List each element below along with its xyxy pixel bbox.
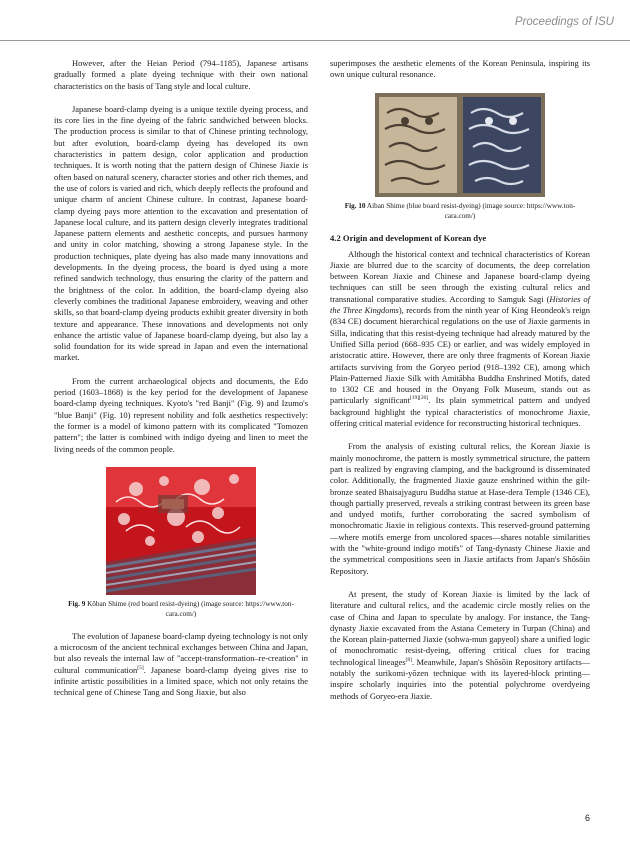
- page-number: 6: [584, 813, 590, 823]
- blue-tiger-board-dyeing-photo-icon: [375, 93, 545, 197]
- fig10-caption: [338, 201, 582, 221]
- header-rule: [0, 40, 630, 41]
- fig9-image: [106, 467, 256, 595]
- journal-title: Proceedings of ISU: [514, 16, 614, 28]
- figure-9: [54, 467, 308, 619]
- red-resist-dyed-textile-photo-icon: [106, 467, 256, 595]
- text-run: At present, the study of Korean Jiaxie is limited by the lack of literature and cultural relics, and the academic circle mostly relies on the case of China and Japan to speculate by analogy. For instance, the Tang-dynasty Jiaxie excavated from the Astana Cemetery in Turpan (China) and the Korean plain-patterned Jiaxie (sohwa-mun gapyeol) share a unified logic of monochromatic resist-dyeing, offering critical clues for tracing technological lineages: [330, 588, 590, 667]
- paragraph: [54, 631, 308, 699]
- section-heading: 4.2 Origin and development of Korean dye: [330, 232, 487, 243]
- paragraph: [330, 589, 590, 702]
- paragraph: However, after the Heian Period (794–1185), Japanese artisans gradually formed a plate dyeing technique with their own national characteristics on the basis of Tang style and local culture.: [54, 58, 308, 91]
- fig10-image: [375, 93, 545, 197]
- running-header: [0, 10, 630, 44]
- paragraph: From the analysis of existing cultural relics, the Korean Jiaxie is mainly monochrome, the pattern is mostly symmetrical structure, the pattern part is realized by engraving clamping, and the background is disseminated color. Additionally, the fragmented Jiaxie gauze enshrined within the gilt-bronze seated Bhaisajyaguru Buddha statue at Hase-dera Temple (1346 CE), though partially preserved, reveals a striking contrast between its green base and undyed motifs, further corroborating the sacred symbolism of monochromatic Jiaxie in religious contexts. This reserved-ground patterning—where motifs emerge from uncolored spaces—shares notable similarities with the "white-ground indigo motifs" of Tang-dynasty Chinese Jiaxie and the symmetrical compositions seen in Jiaxie artifacts from Japan's Shōsōin Repository.: [330, 441, 590, 576]
- text-run: The evolution of Japanese board-clamp dyeing technology is not only a microcosm of the ancient technical exchanges between China and Japan, but also reveals the internal law of "accept-transformation–re-creation" in cultural communication: [54, 630, 308, 675]
- citation-ref: [8]: [405, 656, 412, 663]
- paragraph: From the current archaeological objects and documents, the Edo period (1603–1868) is the key period for the development of Japanese board-clamp dyeing techniques. Kyoto's "red Banji" (Fig. 9) and Izumo's "blue Banji" (Fig. 10) represent nobility and folk aesthetics respectively: the former is a model of kimono pattern with its complicated "Tomozen pattern"; the latter is combined with indigo dyeing and linen to meet the living needs of the common people.: [54, 375, 308, 454]
- italic-title: Histories of the Three Kingdoms: [330, 293, 590, 316]
- fig9-caption-text: Kōban Shime (red board resist-dyeing) (image source: https://www.ton-cara.com/): [85, 599, 294, 618]
- text-run: . Meanwhile, Japan's Shōsōin Repository artifacts—notably the surikomi-yōzen technique with its layered-block printing—inspire scholarly inquiries into the potential polychrome overdyeing methods of Goryeo-era Jiaxie.: [330, 656, 590, 701]
- citation-ref: [5]: [137, 664, 144, 671]
- text-run: . Japanese board-clamp dyeing gives rise to infinite artistic possibilities in a limited space, which not only retains the technical gene of Chinese Tang and Song Jiaxie, but also: [54, 664, 308, 698]
- left-column: [54, 58, 308, 711]
- paragraph: superimposes the aesthetic elements of the Korean Peninsula, inspiring its own unique cultural resonance.: [330, 58, 590, 80]
- fig9-caption: [62, 599, 300, 619]
- paragraph: [330, 249, 590, 430]
- fig10-label: Fig. 10: [344, 201, 366, 210]
- fig10-caption-text: Aiban Shime (blue board resist-dyeing) (image source: https://www.ton-cara.com/): [365, 201, 576, 220]
- right-column: [330, 58, 590, 714]
- paragraph: Japanese board-clamp dyeing is a unique textile dyeing process, and its core lies in the fine dyeing of the fabric sandwiched between blocks. The production process is similar to that of Chinese printing technology, but after evolution, board-clamp dyeing has developed its own characteristics in pattern design, color application and production techniques. It is worth noting that the pattern design of Chinese Jiaxie is often based on natural scenery, character stories and other rich themes, and the use of colors is varied and rich, which deeply reflects the profound and unique charm of ancient Chinese culture. In contrast, Japanese board-clamp dyeing pays more attention to the excavation and presentation of Japanese local culture, and its pattern design cleverly integrates traditional Japanese pattern elements and aesthetic concepts, and pursues harmony and unity in color matching, showing a strong Japanese style. In the production techniques, plate dyeing has also made many innovations and developments. In the dyeing process, the board is dyed using a more refined sandwich technology, thus ensuring the clarity of the pattern and the brightness of the color. In addition, the board-clamp dyeing also cleverly combines the traditional Japanese embroidery, weaving and other skills, so that board-clamp dyeing products exhibit greater diversity in both texture and appearance. These innovations and developments not only enhance the artistic value of Japanese board-clamp dyeing, but also lay a solid foundation for its wide spread in Japan and even the international market.: [54, 103, 308, 363]
- text-run: . Its plain symmetrical pattern and undyed background highlight the typical characteristics of monochrome Jiaxie, offering critical material evidence for reconstructing historical techniques.: [330, 395, 590, 429]
- fig9-label: Fig. 9: [68, 599, 86, 608]
- figure-10: [330, 93, 590, 221]
- text-run: Although the historical context and technical characteristics of Korean Jiaxie are blurred due to the scarcity of documents, the deep correlation between Korean Jiaxie and Chinese and Japanese board-clamp dyeing techniques can still be seen through the existing cultural relics and transnational comparative studies. According to Samguk Sagi (: [330, 248, 590, 304]
- citation-ref: [19][20]: [409, 395, 429, 402]
- text-run: ), records from the ninth year of King Heondeok's reign (834 CE) document hierarchical regulations on the use of Jiaxie garments in Silla, indicating that this resist-dyeing technique had already matured by the Unified Silla period (668–935 CE) or earlier, and was widely employed in aristocratic attire. However, there are only three fragments of Korean Jiaxie artifacts surviving from the Goryeo period (918–1392 CE), among which Plain-Patterned Jiaxie Silk with Amitābha Buddha Enshrined Motifs, dated to 1302 CE and housed in the Onyang Folk Museum, stands out as particularly significant: [330, 305, 590, 406]
